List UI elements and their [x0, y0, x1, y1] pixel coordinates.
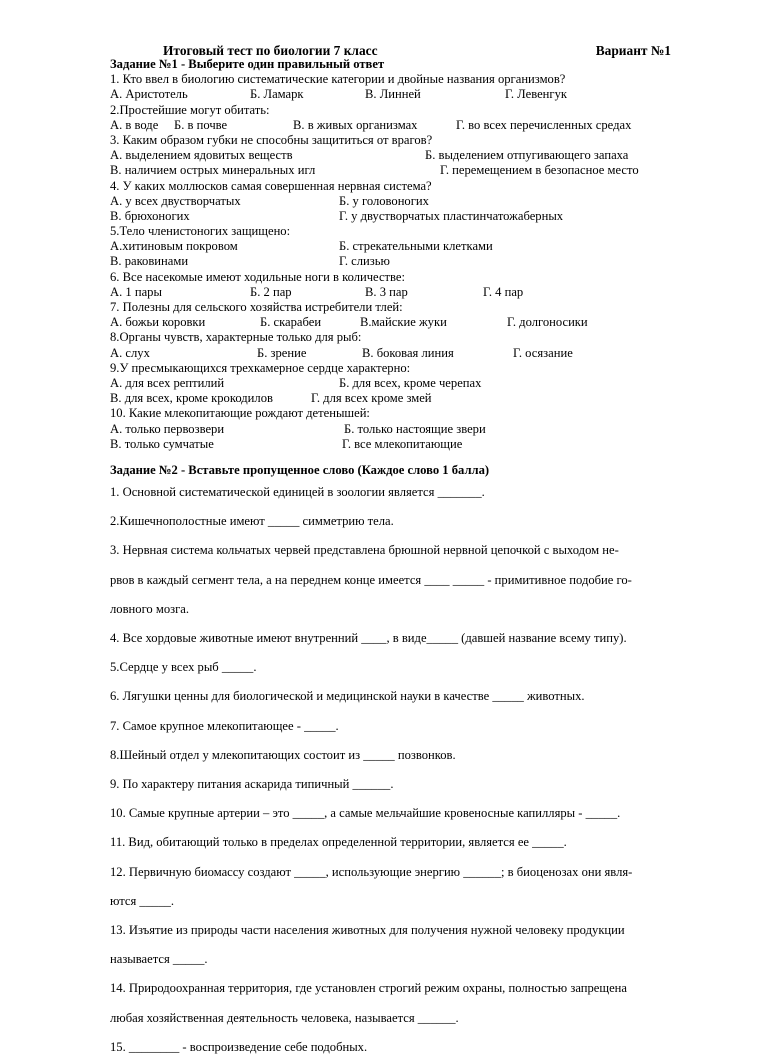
answer-options-line: [110, 87, 670, 102]
answer-options-line: [110, 194, 670, 209]
answer-option: В. наличием острых минеральных игл: [110, 163, 316, 178]
answer-option: В. брюхоногих: [110, 208, 190, 223]
question-line: 7. Полезны для сельского хозяйства истребители тлей:: [110, 300, 403, 314]
answer-option: В. боковая линия: [362, 345, 454, 360]
answer-option: Б. в почве: [174, 117, 228, 132]
answer-options-line: [110, 239, 670, 254]
fill-in-question: 2.Кишечнополостные имеют _____ симметрию тела.: [110, 514, 394, 529]
answer-option: Г. Левенгук: [505, 87, 567, 102]
answer-option: А. в воде: [110, 117, 159, 132]
answer-option: А. божьи коровки: [110, 315, 206, 330]
fill-in-question: 13. Изъятие из природы части населения животных для получения нужной человеку продукции называется _____.: [110, 923, 625, 967]
answer-option: А. слух: [110, 345, 150, 360]
answer-option: Г. перемещением в безопасное место: [440, 163, 639, 178]
answer-option: Г. у двустворчатых пластинчатожаберных: [339, 208, 564, 223]
fill-in-question: 14. Природоохранная территория, где установлен строгий режим охраны, полностью запрещена любая хозяйственная деятельность человека, называется ______.: [110, 981, 628, 1025]
answer-option: Б. стрекательными клетками: [339, 239, 493, 254]
answer-option: Г. все млекопитающие: [342, 436, 463, 451]
answer-options-line: [110, 346, 670, 361]
answer-option: В. 3 пар: [365, 284, 408, 299]
task1-section: [110, 57, 670, 452]
answer-option: Г. осязание: [513, 345, 573, 360]
page-title: Итоговый тест по биологии 7 класс: [163, 43, 378, 58]
fill-in-question: 3. Нервная система кольчатых червей представлена брюшной нервной цепочкой с выходом не- рвов в каждый сегмент тела, а на переднем конце имеется ____ _____ - примитивное подобие го- ловного мозга.: [110, 543, 632, 616]
answer-option: Б. зрение: [257, 345, 307, 360]
answer-options-line: [110, 163, 670, 178]
answer-option: Б. для всех, кроме черепах: [339, 375, 482, 390]
answer-option: А. Аристотель: [110, 87, 188, 102]
answer-options-line: [110, 118, 670, 133]
answer-option: В. для всех, кроме крокодилов: [110, 391, 273, 406]
fill-in-question: 1. Основной систематической единицей в зоологии является _______.: [110, 485, 485, 499]
answer-options-line: [110, 209, 670, 224]
answer-option: Б. только настоящие звери: [344, 421, 486, 436]
question-line: 8.Органы чувств, характерные только для рыб:: [110, 330, 362, 345]
question-line: 5.Тело членистоногих защищено:: [110, 224, 291, 239]
answer-option: Г. долгоносики: [507, 315, 588, 330]
answer-option: В. в живых организмах: [293, 117, 418, 132]
question-line: 9.У пресмыкающихся трехкамерное сердце характерно:: [110, 360, 411, 375]
question-line: 1. Кто ввел в биологию систематические категории и двойные названия организмов?: [110, 72, 566, 87]
answer-option: В.майские жуки: [360, 315, 447, 330]
question-line: 10. Какие млекопитающие рождают детенышей:: [110, 406, 370, 421]
answer-option: Б. 2 пар: [250, 284, 292, 299]
answer-options-line: [110, 422, 670, 437]
answer-options-line: [110, 391, 670, 406]
answer-option: А. для всех рептилий: [110, 375, 225, 390]
fill-in-question: 7. Самое крупное млекопитающее - _____.: [110, 718, 339, 733]
answer-options-line: [110, 376, 670, 391]
fill-in-question: 5.Сердце у всех рыб _____.: [110, 660, 257, 675]
answer-option: Г. 4 пар: [483, 284, 524, 299]
answer-option: Б. у головоногих: [339, 193, 429, 208]
fill-in-question: 15. ________ - воспроизведение себе подобных.: [110, 1039, 368, 1054]
answer-option: В. только сумчатые: [110, 436, 214, 451]
fill-in-question: 9. По характеру питания аскарида типичный ______.: [110, 777, 394, 792]
answer-option: А. у всех двустворчатых: [110, 193, 241, 208]
answer-options-line: [110, 285, 670, 300]
fill-in-question: 6. Лягушки ценны для биологической и медицинской науки в качестве _____ животных.: [110, 689, 585, 704]
fill-in-question: 10. Самые крупные артерии – это _____, а самые мельчайшие кровеносные капилляры - _____.: [110, 806, 621, 821]
answer-options-line: [110, 437, 670, 452]
answer-option: Б. скарабеи: [260, 315, 322, 330]
variant-label: Вариант №1: [595, 43, 671, 58]
fill-in-question: 8.Шейный отдел у млекопитающих состоит из _____ позвонков.: [110, 747, 456, 762]
question-line: 3. Каким образом губки не способны защититься от врагов?: [110, 132, 433, 147]
answer-options-line: [110, 148, 670, 163]
answer-option: А. выделением ядовитых веществ: [110, 148, 293, 163]
fill-in-question: 4. Все хордовые животные имеют внутренний ____, в виде_____ (давшей название всему типу).: [110, 631, 627, 646]
answer-option: А.хитиновым покровом: [110, 239, 238, 254]
question-line: 2.Простейшие могут обитать:: [110, 102, 270, 117]
task1-heading: Задание №1 - Выберите один правильный ответ: [110, 57, 385, 71]
fill-in-question: 12. Первичную биомассу создают _____, использующие энергию ______; в биоценозах они явля- ются _____.: [110, 864, 633, 908]
question-line: 6. Все насекомые имеют ходильные ноги в количестве:: [110, 269, 406, 284]
answer-option: Б. Ламарк: [250, 87, 304, 102]
answer-options-line: [110, 254, 670, 269]
answer-option: Б. выделением отпугивающего запаха: [425, 148, 629, 163]
answer-options-line: [110, 315, 670, 330]
answer-option: А. 1 пары: [110, 284, 162, 299]
answer-option: В. Линней: [365, 87, 421, 102]
task2-heading: Задание №2 - Вставьте пропущенное слово (Каждое слово 1 балла): [110, 463, 490, 477]
answer-option: Г. во всех перечисленных средах: [456, 117, 632, 132]
task2-section: [110, 462, 700, 1062]
answer-option: В. раковинами: [110, 254, 189, 269]
fill-in-question: 11. Вид, обитающий только в пределах определенной территории, является ее _____.: [110, 835, 567, 850]
question-line: 4. У каких моллюсков самая совершенная нервная система?: [110, 178, 432, 193]
answer-option: Г. слизью: [339, 254, 390, 269]
answer-option: А. только первозвери: [110, 421, 225, 436]
answer-option: Г. для всех кроме змей: [311, 391, 432, 406]
